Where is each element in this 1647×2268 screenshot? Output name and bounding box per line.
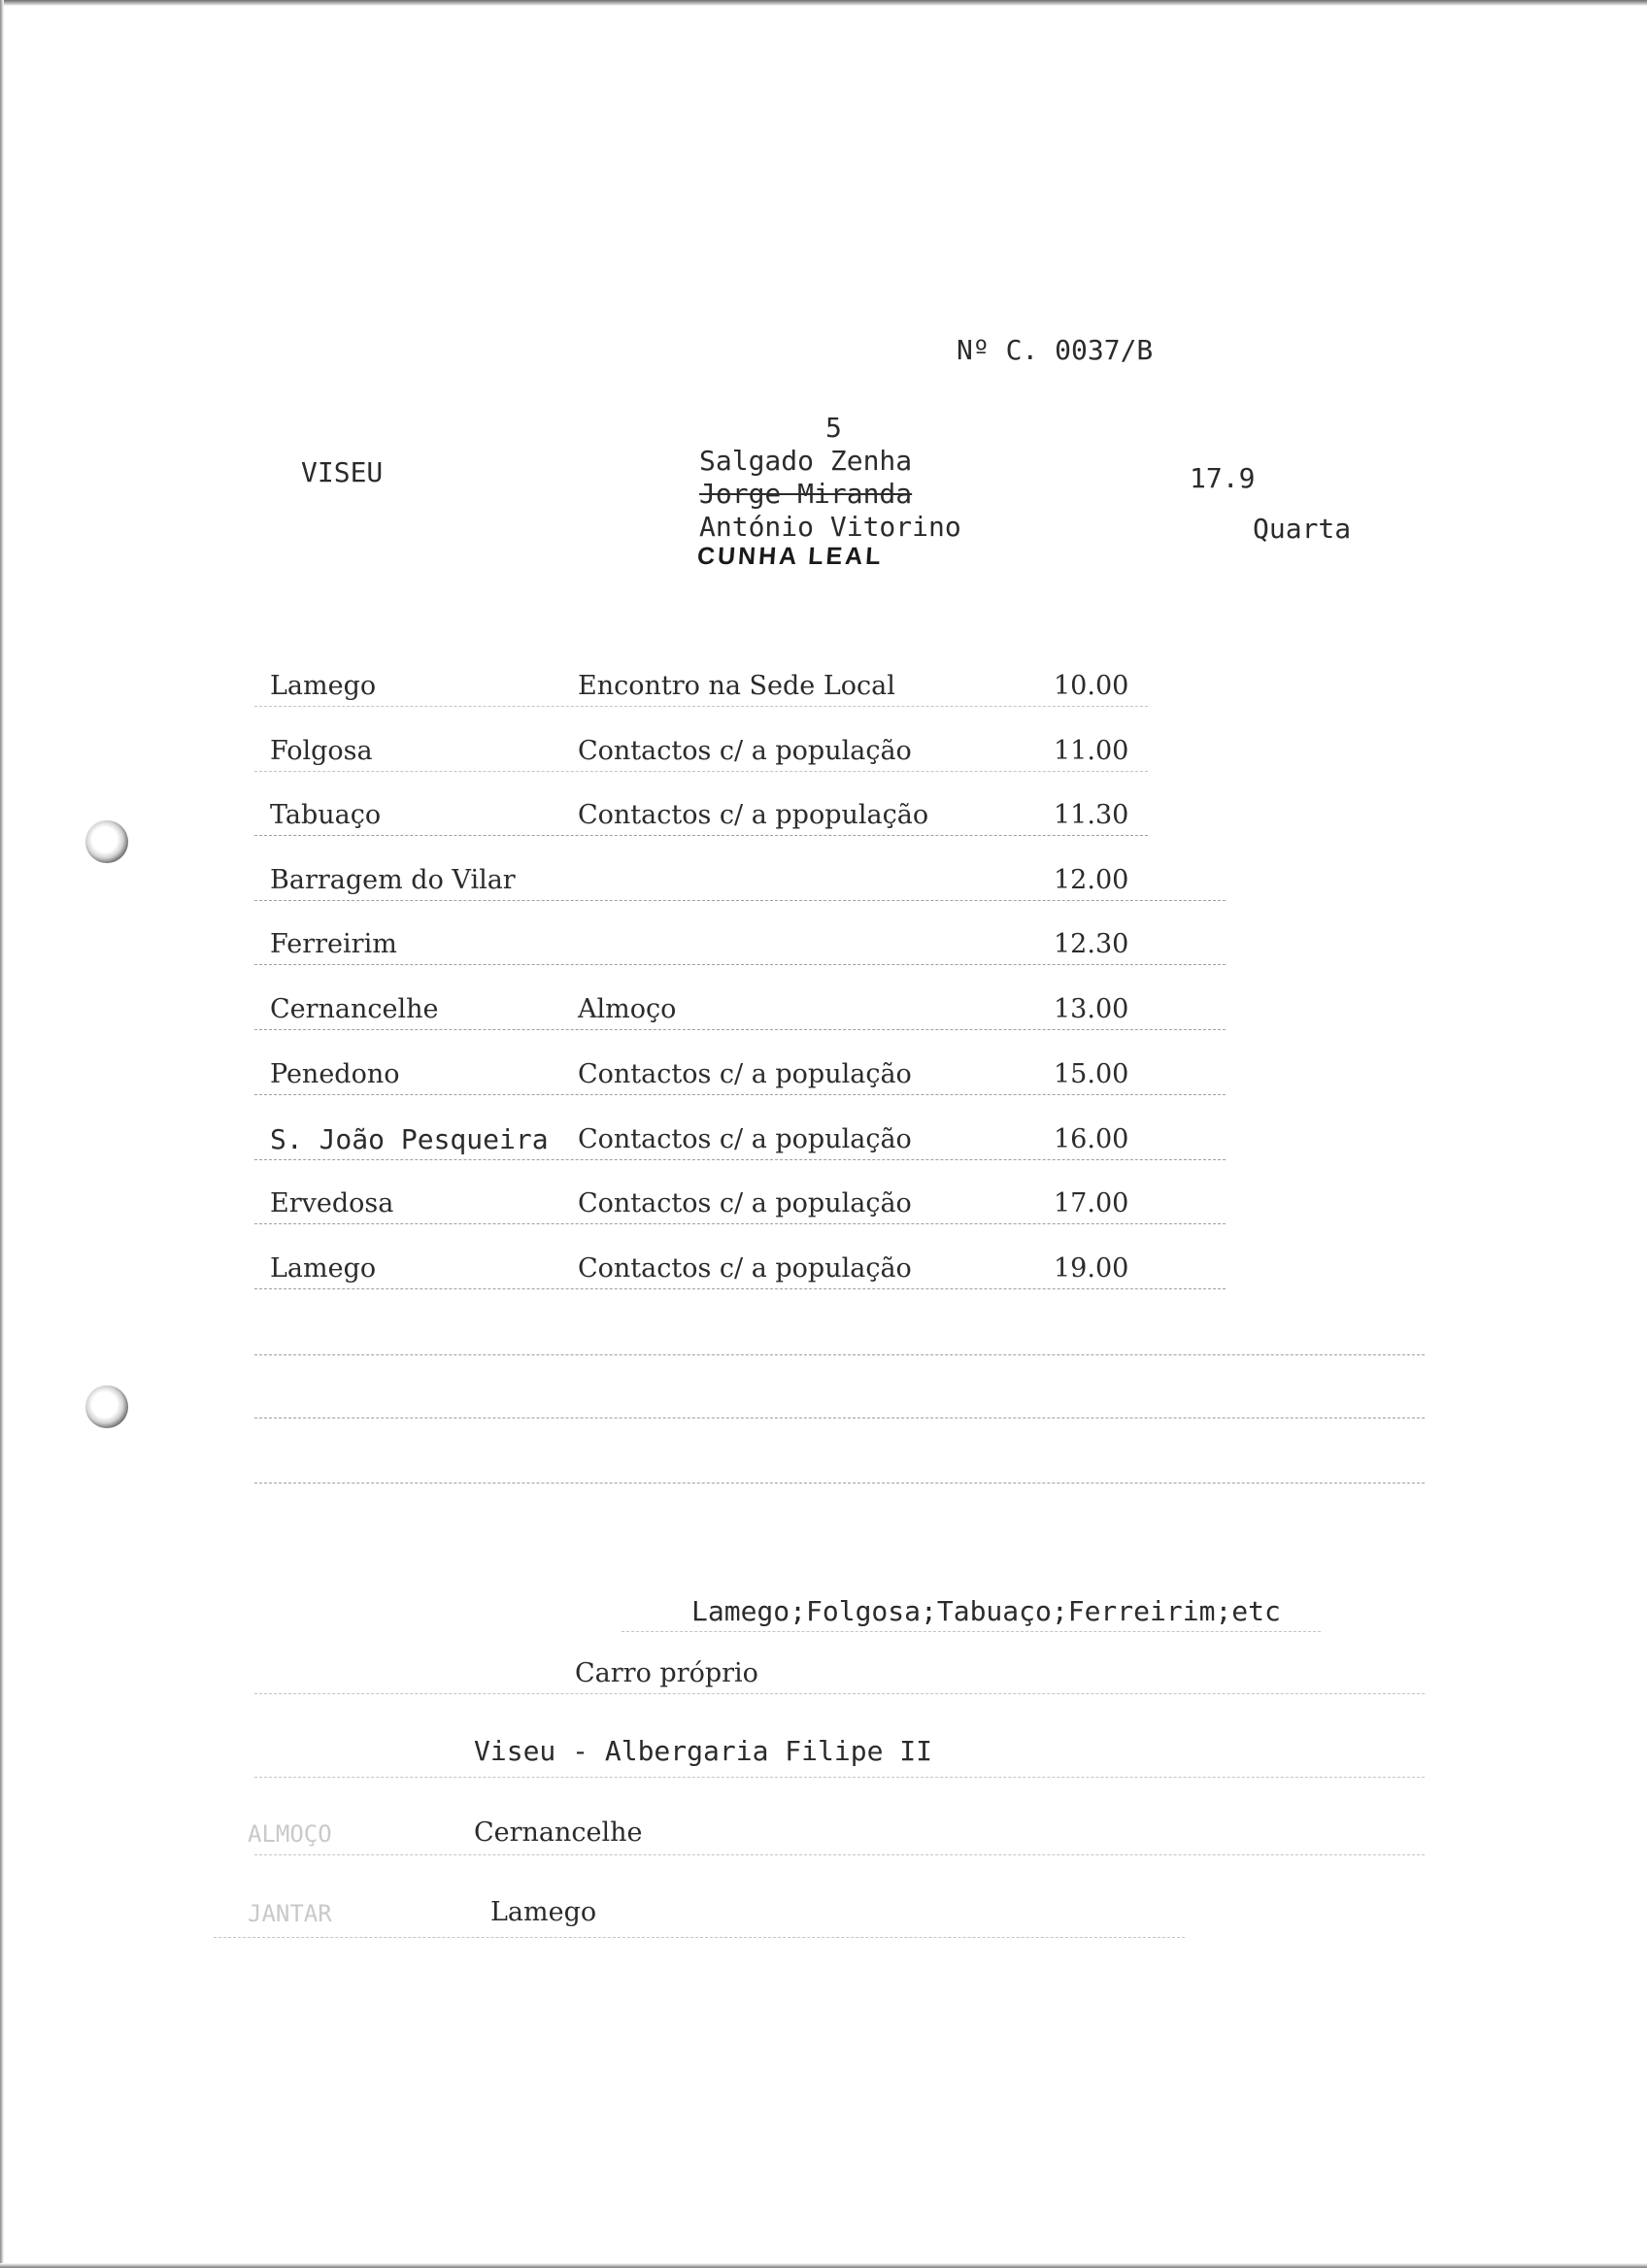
lunch-value: Cernancelhe (474, 1818, 643, 1848)
row-divider (254, 1288, 1226, 1289)
row-place: Folgosa (270, 736, 373, 766)
row-activity: Contactos c/ a população (578, 1124, 912, 1154)
lodging-line (254, 1777, 1425, 1778)
document-number: Nº C. 0037/B (957, 334, 1154, 366)
row-place: S. João Pesqueira (270, 1123, 549, 1155)
row-place: Penedono (270, 1059, 400, 1089)
row-activity: Contactos c/ a população (578, 1253, 912, 1284)
row-time: 11.00 (1054, 736, 1129, 766)
row-time: 17.00 (1054, 1188, 1129, 1218)
empty-ruled-line (254, 1483, 1425, 1484)
route-line (622, 1631, 1321, 1632)
row-place: Lamego (270, 671, 377, 701)
page-number: 5 (825, 412, 842, 444)
row-divider (254, 1159, 1226, 1160)
row-time: 12.00 (1054, 865, 1129, 895)
lunch-line (254, 1854, 1425, 1855)
date: 17.9 (1190, 462, 1256, 494)
row-divider (254, 1029, 1226, 1030)
row-time: 19.00 (1054, 1253, 1129, 1284)
district-name: VISEU (301, 456, 384, 488)
scan-edge-bottom (0, 2263, 1647, 2268)
row-activity: Almoço (578, 994, 677, 1024)
transport-value: Carro próprio (575, 1658, 758, 1688)
row-place: Barragem do Vilar (270, 865, 516, 895)
handwritten-name: CUNHA LEAL (696, 543, 885, 570)
row-divider (254, 1223, 1226, 1224)
row-time: 13.00 (1054, 994, 1129, 1024)
row-place: Ferreirim (270, 929, 397, 959)
row-divider (254, 964, 1226, 965)
scan-edge-left (0, 0, 4, 2268)
transport-line (254, 1693, 1425, 1694)
row-divider (254, 1094, 1226, 1095)
row-place: Ervedosa (270, 1188, 394, 1218)
row-divider (254, 771, 1148, 772)
row-divider (254, 900, 1226, 901)
row-activity: Encontro na Sede Local (578, 671, 895, 701)
dinner-label: JANTAR (248, 1900, 332, 1927)
lodging-value: Viseu - Albergaria Filipe II (474, 1735, 933, 1767)
empty-ruled-line (254, 1354, 1425, 1355)
row-place: Cernancelhe (270, 994, 439, 1024)
lunch-label: ALMOÇO (248, 1820, 332, 1848)
row-activity: Contactos c/ a população (578, 736, 912, 766)
row-activity: Contactos c/ a população (578, 1188, 912, 1218)
route-value: Lamego;Folgosa;Tabuaço;Ferreirim;etc (691, 1595, 1281, 1627)
dinner-value: Lamego (490, 1897, 597, 1927)
dinner-line (214, 1937, 1185, 1938)
participant-name-struck: Jorge Miranda (699, 478, 913, 510)
row-divider (254, 835, 1148, 836)
weekday: Quarta (1253, 513, 1352, 545)
punch-hole-icon (85, 820, 128, 863)
row-activity: Contactos c/ a população (578, 1059, 912, 1089)
row-time: 16.00 (1054, 1124, 1129, 1154)
row-time: 15.00 (1054, 1059, 1129, 1089)
row-time: 11.30 (1054, 800, 1129, 830)
row-time: 10.00 (1054, 671, 1129, 701)
row-time: 12.30 (1054, 929, 1129, 959)
row-divider (254, 706, 1148, 707)
row-place: Tabuaço (270, 800, 382, 830)
participant-name: Salgado Zenha (699, 445, 913, 477)
row-activity: Contactos c/ a ppopulação (578, 800, 929, 830)
scan-edge-top (0, 0, 1647, 6)
participant-name: António Vitorino (699, 511, 961, 543)
punch-hole-icon (85, 1385, 128, 1428)
row-place: Lamego (270, 1253, 377, 1284)
